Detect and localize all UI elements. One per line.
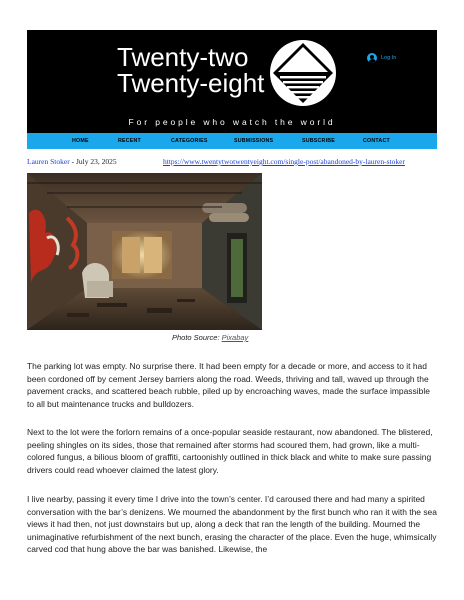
- nav-contact[interactable]: CONTACT: [363, 138, 390, 144]
- nav-home[interactable]: HOME: [72, 138, 89, 144]
- nav-recent[interactable]: RECENT: [118, 138, 141, 144]
- caption-source-link[interactable]: Pixabay: [221, 333, 249, 342]
- post-date: - July 23, 2025: [69, 157, 117, 166]
- article-paragraph: The parking lot was empty. No surprise there. It had been empty for a decade or more, and access to it had been cordoned off by cement Jersey barriers along the road. Weeds, thriving and tall, waved up through the pavement cracks, and scattered beach rubble, piled up by encroaching waves, made the surface impassible to all but maintenance trucks and bulldozers.: [27, 361, 430, 409]
- caption-prefix: Photo Source:: [172, 333, 222, 342]
- nav-categories[interactable]: CATEGORIES: [171, 138, 208, 144]
- abandoned-room-photo: [27, 173, 262, 330]
- login-button[interactable]: [367, 53, 396, 63]
- site-header-banner: [27, 30, 437, 133]
- site-title-line1[interactable]: Twenty-two: [117, 42, 249, 72]
- user-avatar-icon: [367, 53, 377, 63]
- nav-submissions[interactable]: SUBMISSIONS: [234, 138, 274, 144]
- login-label: Log In: [381, 55, 397, 61]
- main-nav: [27, 133, 437, 149]
- site-title-line2[interactable]: Twenty-eight: [117, 68, 265, 98]
- post-url-link[interactable]: https://www.twentytwotwentyeight.com/single-post/abandoned-by-lauren-stoker: [163, 157, 405, 166]
- nav-subscribe[interactable]: SUBSCRIBE: [302, 138, 335, 144]
- diamond-circle-logo-icon[interactable]: [269, 39, 337, 107]
- photo-caption: [172, 333, 248, 342]
- article-paragraph: I live nearby, passing it every time I drive into the town’s center. I’d caroused there and had many a spirited conversation with the bar’s denizens. We mourned the abandonment by the first bunch who ran it with the sea views it had then, not just downstairs but up, along a deck that ran the length of the building. Mourned the unimaginative refurbishment of the next bunch, erasing the character of the place. Even the huge, whimsically carved cod that hung above the bar was banished. Likewise, the: [27, 494, 437, 555]
- site-tagline: For people who watch the world: [128, 117, 336, 127]
- author-link[interactable]: Lauren Stoker: [27, 157, 70, 166]
- post-byline: [27, 157, 117, 166]
- article-paragraph: Next to the lot were the forlorn remains of a once-popular seaside restaurant, now abandoned. The blistered, peeling shingles on its sides, those that remained after storms had scoured them, had grown, like a multi-colored fungus, a bilious bloom of graffiti, cartoonishly outlined in thick black and white to make sure passing drivers could read whoever claimed the latest glory.: [27, 427, 433, 475]
